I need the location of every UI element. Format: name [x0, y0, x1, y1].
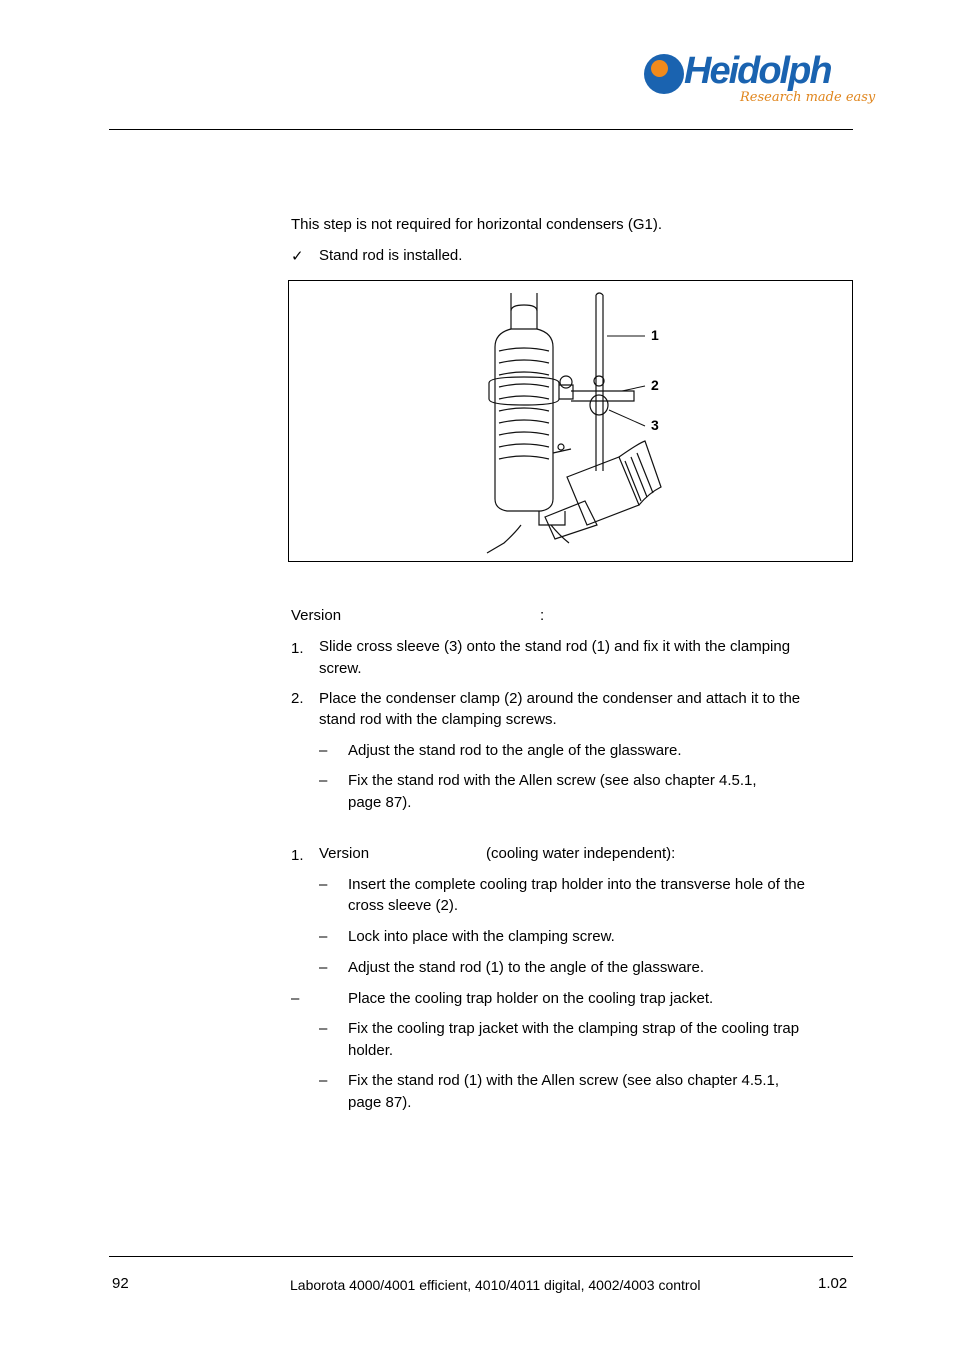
page-number: 92 — [112, 1275, 129, 1292]
substep-dash: – — [319, 959, 328, 976]
callout-3: 3 — [651, 417, 659, 433]
footer-rule — [109, 1256, 853, 1257]
substep-line: page 87). — [348, 1094, 412, 1111]
step-line: Place the cooling trap holder on the cooling trap jacket. — [348, 990, 714, 1007]
substep-line: Lock into place with the clamping screw. — [348, 928, 615, 945]
step-number: 1. — [291, 847, 304, 864]
callout-2: 2 — [651, 377, 659, 393]
substep-line: page 87). — [348, 794, 412, 811]
step-number: 1. — [291, 640, 304, 657]
substep-line: Adjust the stand rod (1) to the angle of the glassware. — [348, 959, 705, 976]
step-line: Place the condenser clamp (2) around the condenser and attach it to the — [319, 690, 801, 707]
substep-line: Insert the complete cooling trap holder into the transverse hole of the — [348, 876, 805, 893]
header-rule — [109, 129, 853, 130]
version-a-colon: : — [540, 607, 545, 624]
check-icon: ✓ — [291, 248, 304, 265]
footer-version: 1.02 — [818, 1275, 848, 1292]
step-line: Slide cross sleeve (3) onto the stand rod (1) and fix it with the clamping — [319, 638, 791, 655]
logo-mark-icon — [644, 54, 684, 94]
step-line: stand rod with the clamping screws. — [319, 711, 557, 728]
substep-dash: – — [319, 742, 328, 759]
step-dash: – — [291, 990, 300, 1007]
condenser-figure — [288, 280, 853, 562]
substep-line: cross sleeve (2). — [348, 897, 459, 914]
version-b-label: Version — [319, 845, 370, 862]
substep-dash: – — [319, 876, 328, 893]
brand-logo — [644, 50, 876, 114]
substep-line: Fix the stand rod with the Allen screw (see also chapter 4.5.1, — [348, 772, 757, 789]
precondition-text: Stand rod is installed. — [319, 247, 463, 264]
substep-line: Fix the cooling trap jacket with the clamping strap of the cooling trap — [348, 1020, 800, 1037]
logo-wordmark: Heidolph — [684, 50, 831, 92]
substep-line: Adjust the stand rod to the angle of the glassware. — [348, 742, 682, 759]
substep-line: Fix the stand rod (1) with the Allen screw (see also chapter 4.5.1, — [348, 1072, 780, 1089]
intro-text: This step is not required for horizontal condensers (G1). — [291, 216, 663, 233]
logo-tagline: Research made easy — [740, 90, 876, 105]
condenser-illustration — [289, 281, 852, 561]
substep-line: holder. — [348, 1042, 394, 1059]
callout-1: 1 — [651, 327, 659, 343]
substep-dash: – — [319, 1020, 328, 1037]
version-a-label: Version — [291, 607, 342, 624]
footer-product: Laborota 4000/4001 efficient, 4010/4011 digital, 4002/4003 control — [290, 1277, 701, 1293]
substep-dash: – — [319, 772, 328, 789]
substep-dash: – — [319, 928, 328, 945]
version-b-suffix: (cooling water independent): — [486, 845, 676, 862]
substep-dash: – — [319, 1072, 328, 1089]
step-line: screw. — [319, 660, 362, 677]
step-number: 2. — [291, 690, 304, 707]
